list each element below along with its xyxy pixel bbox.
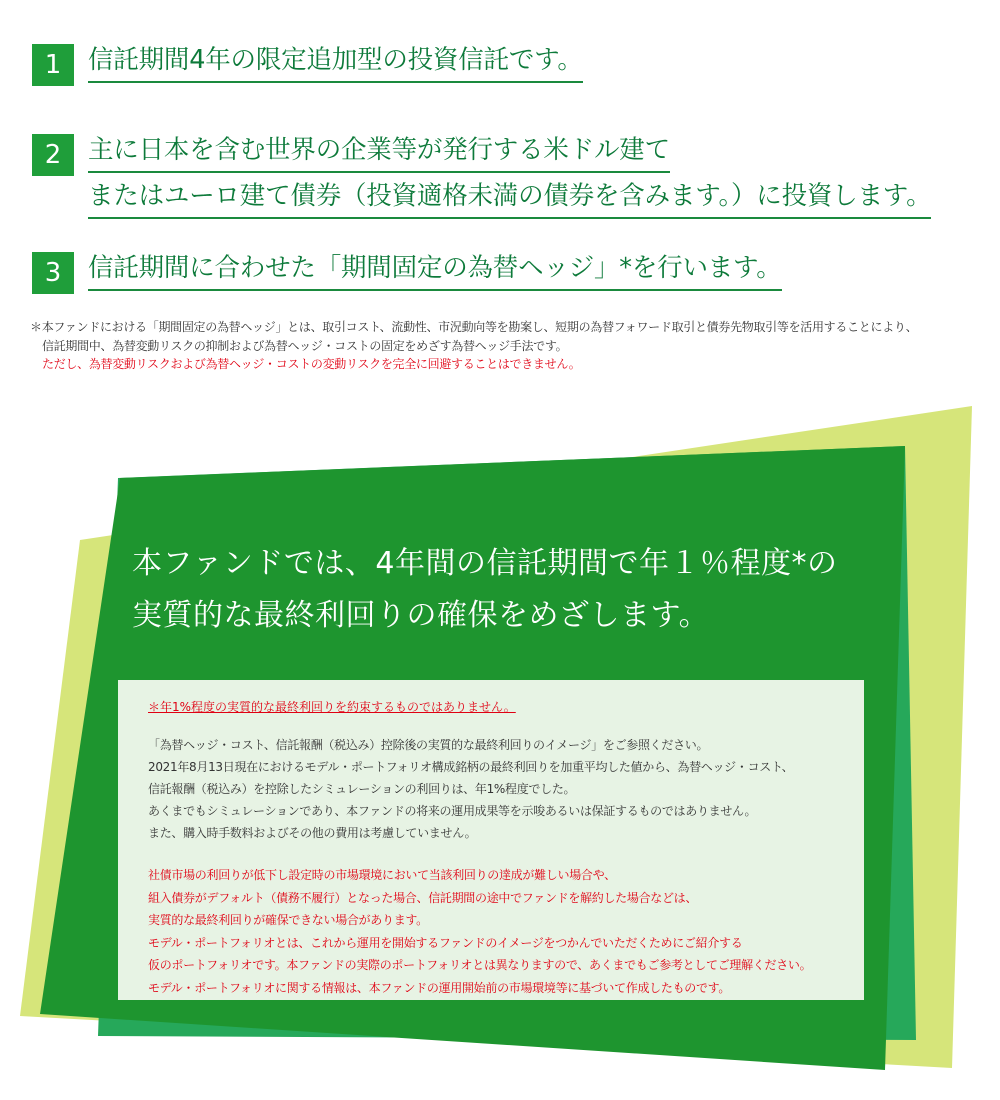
point-number-1: 1	[32, 44, 74, 86]
note-warning-line: 組入債券がデフォルト（債務不履行）となった場合、信託期間の途中でファンドを解約した場合などは、	[148, 890, 698, 905]
point-number-2: 2	[32, 134, 74, 176]
note-paragraph-1	[148, 734, 864, 844]
note-box	[118, 680, 864, 1000]
point-1-text: 信託期間4年の限定追加型の投資信託です。	[88, 44, 583, 83]
point-number-3: 3	[32, 252, 74, 294]
note-line: 「為替ヘッジ・コスト、信託報酬（税込み）控除後の実質的な最終利回りのイメージ」をご参照ください。	[148, 738, 709, 752]
footnote-line1: ＊本ファンドにおける「期間固定の為替ヘッジ」とは、取引コスト、流動性、市況動向等を勘案し、短期の為替フォワード取引と債券先物取引等を活用することにより、	[30, 320, 918, 334]
note-line: 2021年8月13日現在におけるモデル・ポートフォリオ構成銘柄の最終利回りを加重平均した値から、為替ヘッジ・コスト、	[148, 760, 794, 774]
note-heading: ＊年1%程度の実質的な最終利回りを約束するものではありません。	[148, 700, 516, 714]
note-warning-line: 社債市場の利回りが低下し設定時の市場環境において当該利回りの達成が難しい場合や、	[148, 868, 616, 882]
note-warning-line: モデル・ポートフォリオとは、これから運用を開始するファンドのイメージをつかんでいただくためにご紹介する	[148, 935, 743, 950]
footnote-line2: 信託期間中、為替変動リスクの抑制および為替ヘッジ・コストの固定をめざす為替ヘッジ手法です。	[42, 338, 568, 353]
headline	[132, 538, 912, 642]
note-warning-line: 仮のポートフォリオです。本ファンドの実際のポートフォリオとは異なりますので、あくまでもご参考としてご理解ください。	[148, 958, 812, 972]
note-line: また、購入時手数料およびその他の費用は考慮していません。	[148, 826, 477, 840]
headline-line1: 本ファンドでは、4年間の信託期間で年１％程度*の	[132, 546, 838, 581]
headline-line2: 実質的な最終利回りの確保をめざします。	[132, 598, 710, 633]
footnote-warning: ただし、為替変動リスクおよび為替ヘッジ・コストの変動リスクを完全に回避することはできません。	[42, 357, 581, 371]
note-paragraph-2	[148, 864, 864, 999]
note-warning-line: モデル・ポートフォリオに関する情報は、本ファンドの運用開始前の市場環境等に基づいて作成したものです。	[148, 980, 731, 995]
note-line: 信託報酬（税込み）を控除したシミュレーションの利回りは、年1%程度でした。	[148, 782, 576, 796]
point-2-text-line1: 主に日本を含む世界の企業等が発行する米ドル建て	[88, 134, 670, 173]
point-2-text-line2: またはユーロ建て債券（投資適格未満の債券を含みます。）に投資します。	[88, 180, 931, 219]
note-line: あくまでもシミュレーションであり、本ファンドの将来の運用成果等を示唆あるいは保証するものではありません。	[148, 804, 757, 818]
note-warning-line: 実質的な最終利回りが確保できない場合があります。	[148, 913, 428, 927]
point-3-text: 信託期間に合わせた「期間固定の為替ヘッジ」*を行います。	[88, 252, 782, 291]
